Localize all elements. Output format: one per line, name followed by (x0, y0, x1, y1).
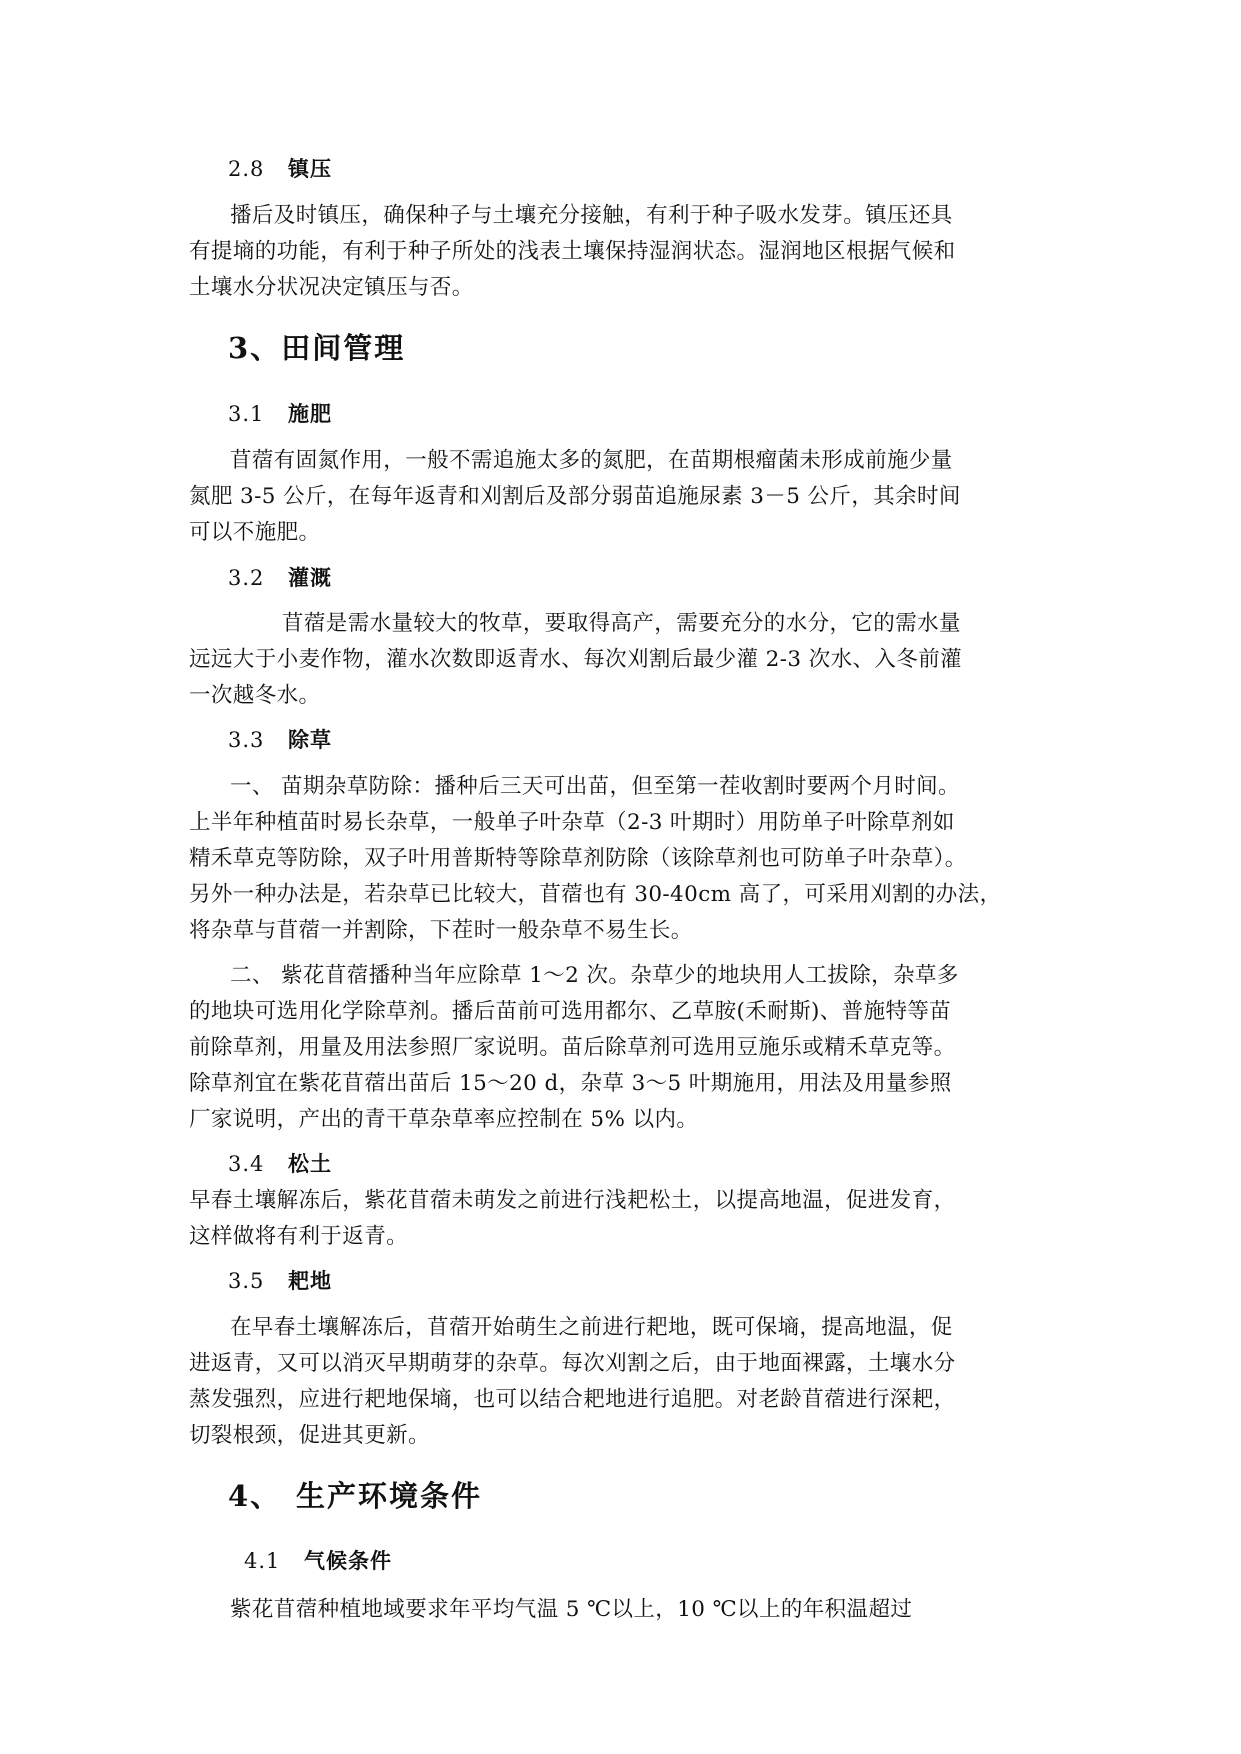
section-heading-3-5: 3.5 耙地 (228, 1268, 332, 1293)
paragraph-line: 精禾草克等防除，双子叶用普斯特等除草剂防除（该除草剂也可防单子叶杂草）。 (189, 846, 967, 871)
section-heading-3-2: 3.2 灌溉 (228, 565, 332, 590)
section-heading-3-1: 3.1 施肥 (228, 401, 332, 426)
section-heading-4-1: 4.1 气候条件 (244, 1548, 392, 1573)
section-heading-3-3: 3.3 除草 (228, 727, 332, 752)
paragraph-line: 进返青，又可以消灭早期萌芽的杂草。每次刈割之后，由于地面裸露，土壤水分 (189, 1351, 956, 1376)
paragraph-line: 氮肥 3-5 公斤，在每年返青和刈割后及部分弱苗追施尿素 3－5 公斤，其余时间 (189, 484, 961, 509)
paragraph-line: 一、 苗期杂草防除：播种后三天可出苗，但至第一茬收割时要两个月时间。 (230, 774, 960, 799)
chapter-heading-3: 3、田间管理 (228, 331, 406, 365)
paragraph-line: 可以不施肥。 (189, 520, 321, 545)
paragraph-line: 上半年种植苗时易长杂草，一般单子叶杂草（2-3 叶期时）用防单子叶除草剂如 (189, 810, 955, 835)
paragraph-line: 一次越冬水。 (189, 683, 321, 708)
paragraph-line: 紫花苜蓿种植地域要求年平均气温 5 ℃以上，10 ℃以上的年积温超过 (230, 1597, 913, 1622)
paragraph-line: 另外一种办法是，若杂草已比较大，苜蓿也有 30-40cm 高了，可采用刈割的办法， (189, 882, 1002, 907)
paragraph-line: 苜蓿是需水量较大的牧草，要取得高产，需要充分的水分，它的需水量 (282, 611, 961, 636)
paragraph-line: 二、 紫花苜蓿播种当年应除草 1～2 次。杂草少的地块用人工拔除，杂草多 (230, 963, 959, 988)
chapter-heading-4: 4、 生产环境条件 (228, 1479, 483, 1513)
paragraph-line: 这样做将有利于返青。 (189, 1224, 409, 1249)
paragraph-line: 在早春土壤解冻后，苜蓿开始萌生之前进行耙地，既可保墒，提高地温，促 (230, 1315, 953, 1340)
paragraph-line: 厂家说明，产出的青干草杂草率应控制在 5% 以内。 (189, 1107, 699, 1132)
paragraph-line: 有提墒的功能，有利于种子所处的浅表土壤保持湿润状态。湿润地区根据气候和 (189, 239, 956, 264)
paragraph-line: 远远大于小麦作物，灌水次数即返青水、每次刈割后最少灌 2-3 次水、入冬前灌 (189, 647, 962, 672)
paragraph-line: 播后及时镇压，确保种子与土壤充分接触，有利于种子吸水发芽。镇压还具 (230, 203, 953, 228)
paragraph-line: 将杂草与苜蓿一并割除，下茬时一般杂草不易生长。 (189, 918, 693, 943)
paragraph-line: 早春土壤解冻后，紫花苜蓿未萌发之前进行浅耙松土，以提高地温，促进发育， (189, 1188, 956, 1213)
paragraph-line: 前除草剂，用量及用法参照厂家说明。苗后除草剂可选用豆施乐或精禾草克等。 (189, 1035, 956, 1060)
section-heading-3-4: 3.4 松土 (228, 1151, 332, 1176)
section-heading-2-8: 2.8 镇压 (228, 156, 332, 181)
paragraph-line: 土壤水分状况决定镇压与否。 (189, 275, 474, 300)
paragraph-line: 除草剂宜在紫花苜蓿出苗后 15～20 d，杂草 3～5 叶期施用，用法及用量参照 (189, 1071, 952, 1096)
paragraph-line: 的地块可选用化学除草剂。播后苗前可选用都尔、乙草胺(禾耐斯)、普施特等苗 (189, 999, 952, 1024)
paragraph-line: 蒸发强烈，应进行耙地保墒，也可以结合耙地进行追肥。对老龄苜蓿进行深耙， (189, 1387, 956, 1412)
paragraph-line: 苜蓿有固氮作用，一般不需追施太多的氮肥，在苗期根瘤菌未形成前施少量 (230, 448, 953, 473)
paragraph-line: 切裂根颈，促进其更新。 (189, 1423, 430, 1448)
